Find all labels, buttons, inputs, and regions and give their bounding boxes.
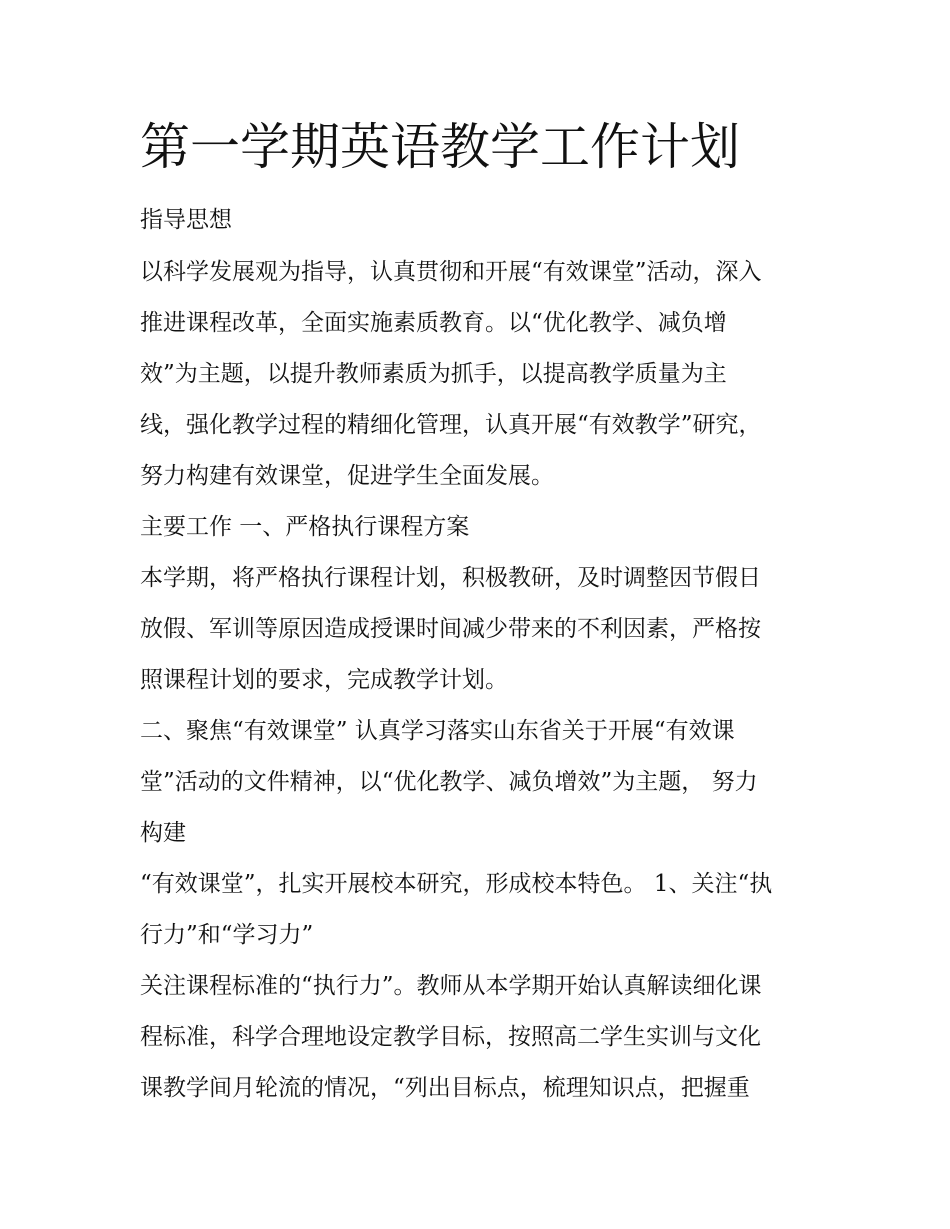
- paragraph-line: 本学期，将严格执行课程计划，积极教研，及时调整因节假日: [140, 565, 761, 591]
- paragraph-line: 构建: [140, 820, 186, 846]
- paragraph-line: 二、聚焦“有效课堂” 认真学习落实山东省关于开展“有效课: [140, 718, 735, 744]
- paragraph-line: 程标准，科学合理地设定教学目标，按照高二学生实训与文化: [140, 1024, 761, 1050]
- paragraph-line: 努力构建有效课堂，促进学生全面发展。: [140, 463, 554, 489]
- paragraph-line: 主要工作 一、严格执行课程方案: [140, 514, 470, 540]
- paragraph-line: “有效课堂”，扎实开展校本研究，形成校本特色。 1、关注“执: [140, 871, 773, 897]
- paragraph-line: 以科学发展观为指导，认真贯彻和开展“有效课堂”活动，深入: [140, 259, 762, 285]
- paragraph-line: 效”为主题，以提升教师素质为抓手，以提高教学质量为主: [140, 361, 727, 387]
- paragraph-line: 照课程计划的要求，完成教学计划。: [140, 667, 508, 693]
- paragraph-line: 关注课程标准的“执行力”。教师从本学期开始认真解读细化课: [140, 973, 762, 999]
- paragraph-line: 行力”和“学习力”: [140, 922, 314, 948]
- paragraph-line: 推进课程改革，全面实施素质教育。以“优化教学、减负增: [140, 310, 727, 336]
- paragraph-line: 线，强化教学过程的精细化管理，认真开展“有效教学”研究，: [140, 412, 762, 438]
- section-heading: 指导思想: [140, 207, 232, 233]
- paragraph-line: 堂”活动的文件精神，以“优化教学、减负增效”为主题， 努力: [140, 769, 758, 795]
- document-title: 第一学期英语教学工作计划: [140, 118, 740, 176]
- paragraph-line: 放假、军训等原因造成授课时间减少带来的不利因素，严格按: [140, 616, 761, 642]
- paragraph-line: 课教学间月轮流的情况，“列出目标点，梳理知识点，把握重: [140, 1075, 750, 1101]
